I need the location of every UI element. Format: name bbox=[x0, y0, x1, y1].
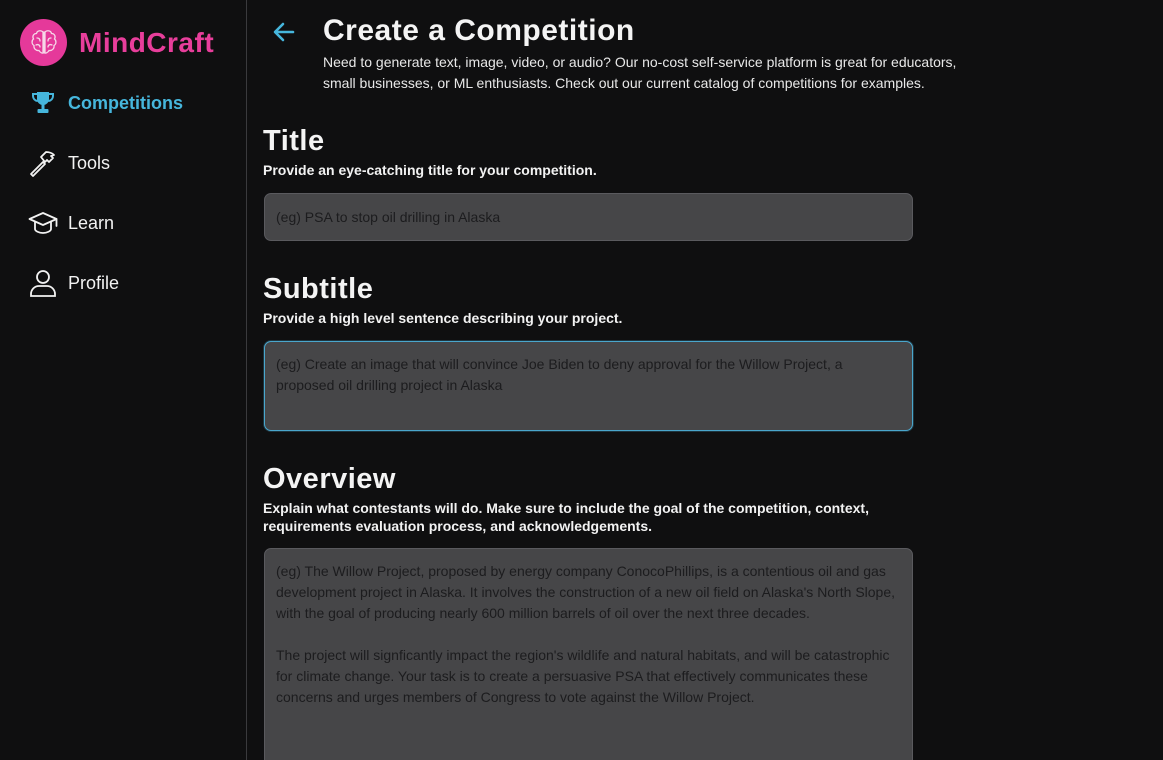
brand[interactable] bbox=[20, 19, 214, 66]
sidebar-item-competitions[interactable] bbox=[28, 84, 183, 122]
hammer-icon bbox=[28, 148, 58, 178]
sidebar bbox=[0, 0, 247, 760]
subtitle-textarea[interactable] bbox=[264, 341, 913, 431]
sidebar-item-profile[interactable] bbox=[28, 264, 183, 302]
trophy-icon bbox=[28, 88, 58, 118]
sidebar-item-label: Competitions bbox=[68, 92, 183, 113]
page-title: Create a Competition bbox=[323, 14, 635, 47]
sidebar-nav bbox=[28, 84, 183, 324]
overview-help: Explain what contestants will do. Make sure to include the goal of the competition, context, requirements evaluation process, and acknowledgements. bbox=[263, 500, 869, 534]
sidebar-item-label: Tools bbox=[68, 152, 111, 173]
back-button[interactable] bbox=[270, 18, 298, 46]
overview-heading: Overview bbox=[263, 463, 396, 495]
user-icon bbox=[28, 268, 58, 298]
sidebar-item-label: Profile bbox=[68, 272, 120, 293]
title-input[interactable] bbox=[264, 193, 913, 241]
graduation-cap-icon bbox=[28, 208, 58, 238]
main-content bbox=[248, 0, 1163, 760]
page-description: Need to generate text, image, video, or audio? Our no-cost self-service platform is great for educators, small businesses, or ML enthusiasts. Check out our current catalog of competitions for examples. bbox=[323, 54, 957, 91]
overview-textarea[interactable] bbox=[264, 548, 913, 760]
title-heading: Title bbox=[263, 125, 325, 157]
arrow-left-icon bbox=[270, 18, 298, 46]
brain-icon bbox=[20, 19, 67, 66]
sidebar-item-learn[interactable] bbox=[28, 204, 183, 242]
subtitle-help: Provide a high level sentence describing your project. bbox=[263, 310, 623, 326]
subtitle-heading: Subtitle bbox=[263, 273, 374, 305]
sidebar-item-label: Learn bbox=[68, 212, 115, 233]
sidebar-item-tools[interactable] bbox=[28, 144, 183, 182]
title-help: Provide an eye-catching title for your competition. bbox=[263, 162, 597, 178]
brand-name: MindCraft bbox=[79, 26, 215, 58]
